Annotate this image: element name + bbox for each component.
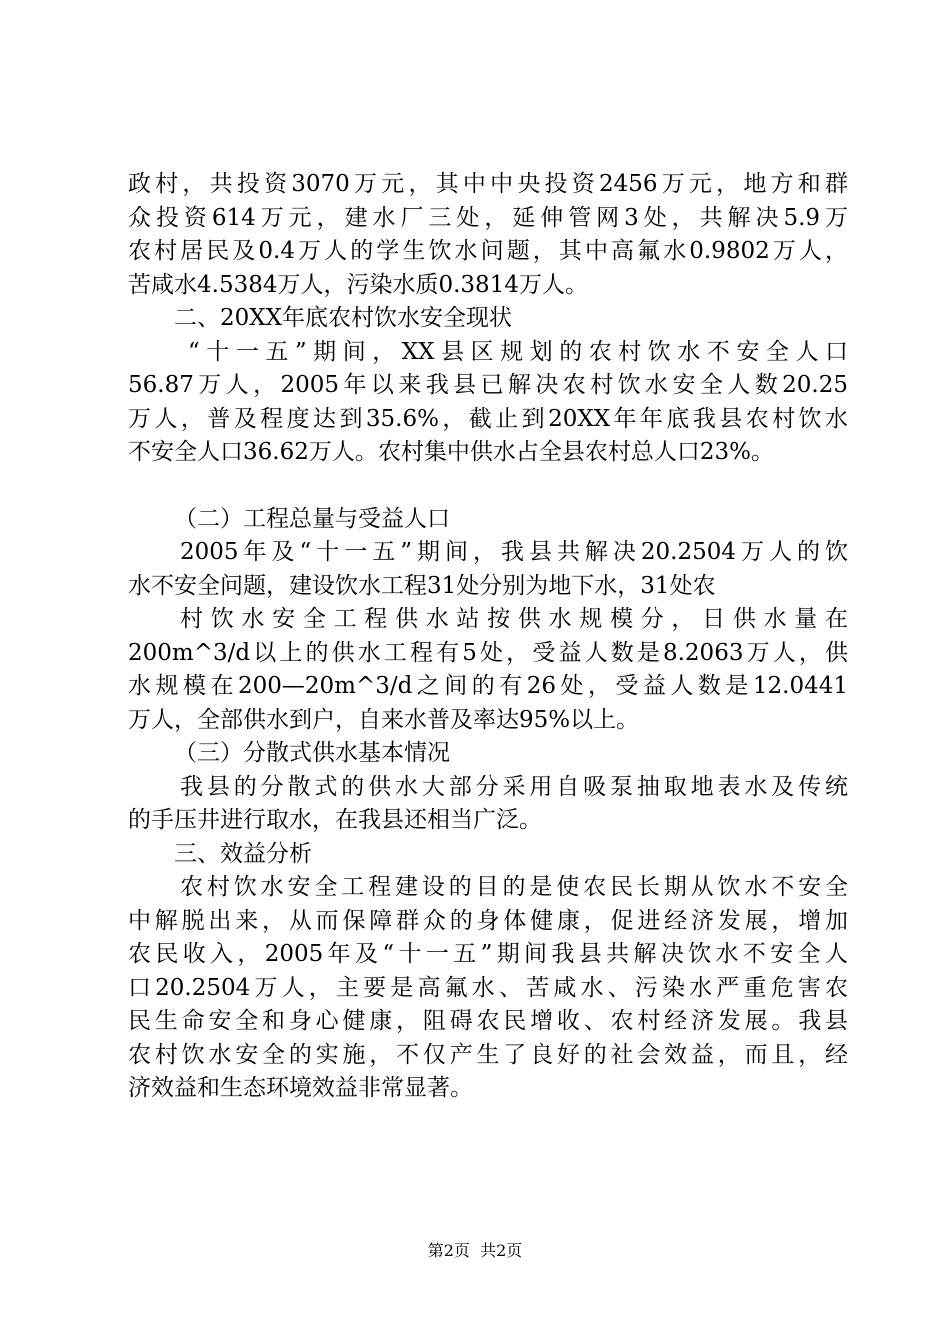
blank-line bbox=[128, 470, 848, 503]
paragraph-5-line-7: 济效益和生态环境效益非常显著。 bbox=[128, 1075, 473, 1101]
section-heading-3: 三、效益分析 bbox=[174, 840, 312, 867]
document-body bbox=[128, 168, 848, 1106]
paragraph-2-line-3: 万人，普及程度达到35.6%，截止到20XX年年底我县农村饮水 bbox=[128, 405, 848, 432]
paragraph-5-line-4: 口20.2504万人，主要是高氟水、苦咸水、污染水严重危害农 bbox=[128, 974, 848, 1001]
paragraph-4-line-1: 我县的分散式的供水大部分采用自吸泵抽取地表水及传统 bbox=[180, 773, 848, 800]
paragraph-3-line-3: 村饮水安全工程供水站按供水规模分，日供水量在 bbox=[180, 606, 848, 632]
paragraph-3-line-5: 水规模在200—20m^3/d之间的有26处，受益人数是12.0441 bbox=[128, 673, 848, 699]
paragraph-2-line-4: 不安全人口36.62万人。农村集中供水占全县农村总人口23%。 bbox=[128, 439, 774, 465]
paragraph-2-line-2: 56.87万人，2005年以来我县已解决农村饮水安全人数20.25 bbox=[128, 372, 848, 398]
paragraph-5-line-6: 农村饮水安全的实施，不仅产生了良好的社会效益，而且，经 bbox=[128, 1041, 848, 1068]
paragraph-3-line-2: 水不安全问题，建设饮水工程31处分别为地下水，31处农 bbox=[128, 572, 716, 599]
paragraph-4-line-2: 的手压井进行取水，在我县还相当广泛。 bbox=[128, 807, 542, 833]
paragraph-2-line-1: “十一五”期间，XX县区规划的农村饮水不安全人口 bbox=[188, 338, 848, 365]
paragraph-5-line-3: 农民收入，2005年及“十一五”期间我县共解决饮水不安全人 bbox=[128, 941, 848, 967]
paragraph-3-line-4: 200m^3/d以上的供水工程有5处，受益人数是8.2063万人，供 bbox=[128, 639, 848, 666]
paragraph-3-line-1: 2005年及“十一五”期间，我县共解决20.2504万人的饮 bbox=[180, 539, 848, 565]
page-number-footer: 第2页 共2页 bbox=[427, 1241, 523, 1260]
subsection-heading-3: （三）分散式供水基本情况 bbox=[174, 740, 450, 766]
paragraph-1-line-4: 苦咸水4.5384万人，污染水质0.3814万人。 bbox=[128, 271, 588, 298]
paragraph-5-line-5: 民生命安全和身心健康，阻碍农民增收、农村经济发展。我县 bbox=[128, 1008, 848, 1034]
paragraph-3-line-6: 万人，全部供水到户，自来水普及率达95%以上。 bbox=[128, 706, 640, 733]
paragraph-1-line-1: 政村，共投资3070万元，其中中央投资2456万元，地方和群 bbox=[128, 171, 848, 197]
paragraph-1-line-2: 众投资614万元，建水厂三处，延伸管网3处，共解决5.9万 bbox=[128, 204, 848, 231]
section-heading-2: 二、20XX年底农村饮水安全现状 bbox=[174, 305, 513, 331]
subsection-heading-2: （二）工程总量与受益人口 bbox=[174, 505, 450, 532]
paragraph-5-line-2: 中解脱出来，从而保障群众的身体健康，促进经济发展，增加 bbox=[128, 907, 848, 934]
paragraph-1-line-3: 农村居民及0.4万人的学生饮水问题，其中高氟水0.9802万人， bbox=[128, 238, 848, 264]
paragraph-5-line-1: 农村饮水安全工程建设的目的是使农民长期从饮水不安全 bbox=[180, 874, 848, 900]
